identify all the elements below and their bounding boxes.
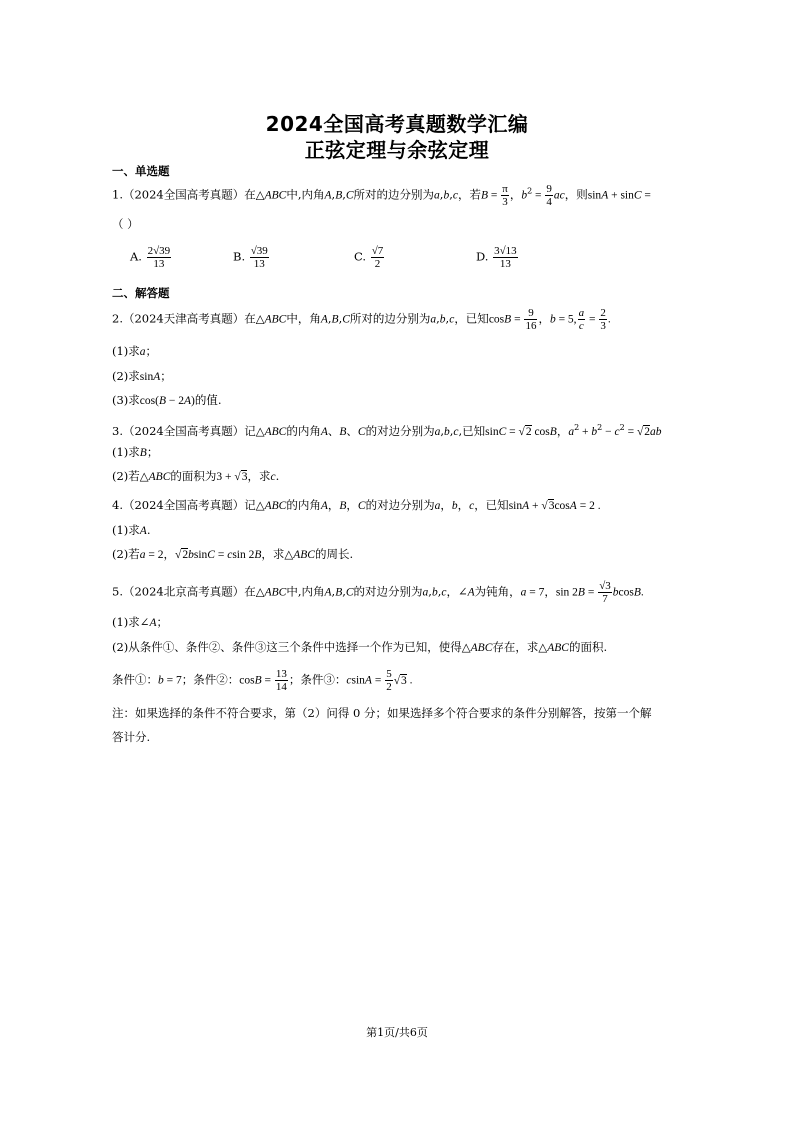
question-4: 4.（2024全国高考真题）记△ABC的内角A，B，C的对边分别为a，b，c，已知sinA + √3cosA = 2 . — [112, 498, 601, 512]
question-1-paren: （ ） — [112, 217, 139, 231]
question-1: 1.（2024全国高考真题）在△ABC中,内角A,B,C所对的边分别为a,b,c，若B = $\frac{\pi}{3}$ ，$b^2$ = $\frac{9}{4}$ ac，则sinA + sinC = — [112, 183, 651, 208]
section-answer: 二、解答题 — [112, 286, 170, 300]
question-5-conditions: 条件①：b = 7；条件②：cosB = $\frac{13}{14}$ ；条件③：csinA = $\frac{5}{2}$ √3 . — [112, 668, 413, 693]
option-d[interactable]: D. $\frac{3√13}{13}$ — [476, 245, 517, 270]
doc-title-line1: 2024全国高考真题数学汇编 — [265, 112, 529, 136]
question-2-sub1: (1)求a； — [112, 344, 158, 358]
section-single-choice: 一、单选题 — [112, 164, 170, 178]
question-3-sub2: (2)若△ABC的面积为3 + √3，求c. — [112, 469, 280, 483]
question-5-sub1: (1)求∠A； — [112, 615, 168, 629]
doc-title-line2: 正弦定理与余弦定理 — [304, 138, 490, 162]
question-3: 3.（2024全国高考真题）记△ABC的内角A、B、C的对边分别为a,b,c,已知sinC = √2 cosB，$a^2 + b^2 - c^2 = √2ab$ — [112, 423, 662, 438]
question-5-note-line2: 答计分. — [112, 730, 151, 744]
question-2: 2.（2024天津高考真题）在△ABC中，角A,B,C所对的边分别为a,b,c，已知cosB = $\frac{9}{16}$ ，b = 5, $\frac{a}{c}$ = $\frac{2}{3}$ . — [112, 307, 611, 332]
question-4-sub2: (2)若a = 2，√2bsinC = csin 2B，求△ABC的周长. — [112, 547, 354, 561]
option-a[interactable]: A. $\frac{2√39}{13}$ — [130, 245, 171, 270]
question-3-sub1: (1)求B； — [112, 445, 159, 459]
page-footer: 第1页/共6页 — [366, 1026, 428, 1039]
question-5-note-line1: 注：如果选择的条件不符合要求，第（2）问得 0 分；如果选择多个符合要求的条件分别解答，按第一个解 — [112, 706, 652, 720]
option-c[interactable]: C. $\frac{√7}{2}$ — [354, 245, 384, 270]
question-5: 5.（2024北京高考真题）在△ABC中,内角A,B,C的对边分别为a,b,c，∠A为钝角，a = 7，sin 2B = $\frac{√3}{7}$ bcosB. — [112, 580, 644, 605]
question-2-sub3: (3)求cos(B − 2A)的值. — [112, 393, 222, 407]
question-5-sub2: (2)从条件①、条件②、条件③这三个条件中选择一个作为已知，使得△ABC存在，求△ABC的面积. — [112, 640, 608, 654]
question-4-sub1: (1)求A. — [112, 523, 151, 537]
question-2-sub2: (2)求sinA； — [112, 369, 172, 383]
option-b[interactable]: B. $\frac{√39}{13}$ — [233, 245, 268, 270]
